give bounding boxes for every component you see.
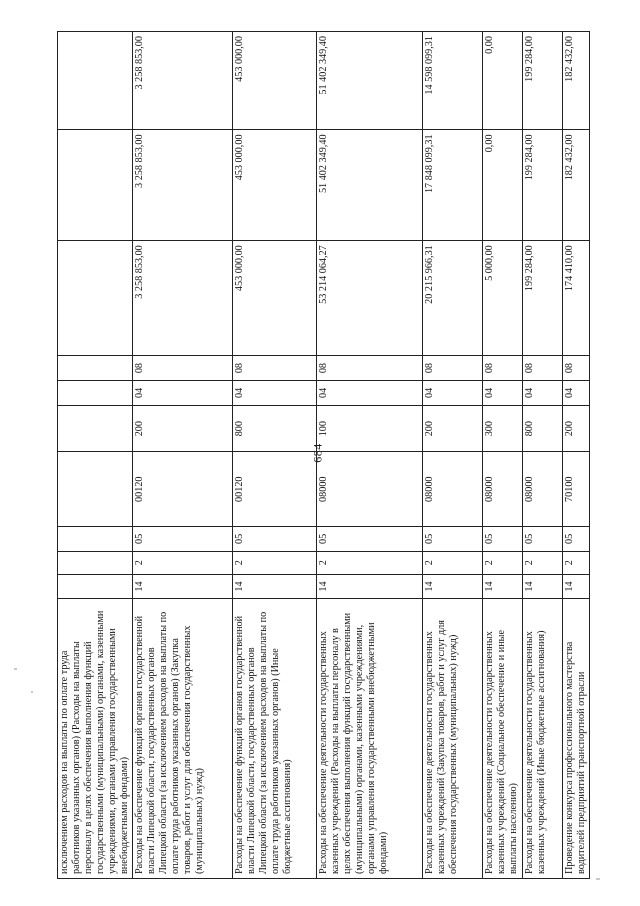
row-description: Расходы на обеспечение деятельности государственных казенных учреждений (Социальное обеспечение и иные выплаты населению): [483, 599, 523, 879]
code-subprogram: 05: [483, 526, 523, 551]
code-direction: 08000: [423, 452, 483, 527]
code-direction: 00120: [233, 452, 317, 527]
amount-year-2: 182 432,00: [563, 130, 590, 241]
code-section: 04: [233, 381, 317, 406]
code-program: 2: [423, 551, 483, 574]
amount-year-2: 0,00: [483, 130, 523, 241]
scan-speck: [31, 691, 33, 693]
amount-year-2: 17 848 099,31: [423, 130, 483, 241]
code-program: 2: [483, 551, 523, 574]
code-subsection: 08: [563, 356, 590, 381]
table-row: [423, 32, 483, 879]
amount-year-3: 51 402 349,40: [317, 32, 423, 130]
budget-table: [57, 31, 590, 879]
code-subprogram: 05: [317, 526, 423, 551]
code-expense-type: 800: [233, 405, 317, 452]
amount-year-3: 3 258 853,00: [133, 32, 233, 130]
scan-speck: [14, 668, 17, 670]
code-admin: [58, 574, 133, 599]
code-direction: [58, 452, 133, 527]
scan-speck: [596, 878, 600, 880]
code-expense-type: 200: [423, 405, 483, 452]
table-row: [58, 32, 133, 879]
code-expense-type: 200: [133, 405, 233, 452]
code-section: 04: [523, 381, 563, 406]
code-admin: 14: [233, 574, 317, 599]
code-direction: 08000: [317, 452, 423, 527]
table-row: [317, 32, 423, 879]
row-description: Расходы на обеспечение деятельности государственных казенных учреждений (Закупка товаров, работ и услуг для обеспечения государственных (муниципальных) нужд): [423, 599, 483, 879]
code-section: 04: [483, 381, 523, 406]
code-expense-type: [58, 405, 133, 452]
code-subprogram: 05: [233, 526, 317, 551]
code-admin: 14: [483, 574, 523, 599]
code-section: 04: [563, 381, 590, 406]
code-subprogram: 05: [423, 526, 483, 551]
code-subprogram: 05: [563, 526, 590, 551]
code-expense-type: 800: [523, 405, 563, 452]
code-subsection: 08: [483, 356, 523, 381]
code-subsection: 08: [423, 356, 483, 381]
amount-year-2: 3 258 853,00: [133, 130, 233, 241]
code-section: [58, 381, 133, 406]
amount-year-3: 14 598 099,31: [423, 32, 483, 130]
table-row: [483, 32, 523, 879]
row-description: Расходы на обеспечение деятельности государственных казенных учреждений (Расходы на выплаты персоналу в целях обеспечения выполнения функций государственными (муниципальными) органами, казенными учреждениями, органами управления государственными внебюджетными фондами): [317, 599, 423, 879]
row-description: Проведение конкурса профессионального мастерства водителей предприятий транспортной отрасли: [563, 599, 590, 879]
code-program: 2: [233, 551, 317, 574]
code-admin: 14: [523, 574, 563, 599]
row-description: исключением расходов на выплаты по оплате труда работников указанных органов) (Расходы на выплаты персоналу в целях обеспечения выполнения функций государственными (муниципальными) органами, казенными учреждениями, органами управления государственными внебюджетными фондами): [58, 599, 133, 879]
table-row: [233, 32, 317, 879]
code-section: 04: [423, 381, 483, 406]
code-admin: 14: [563, 574, 590, 599]
row-description: Расходы на обеспечение функций органов государственной власти Липецкой области, государственных органов Липецкой области (за исключением расходов на выплаты по оплате труда работников указанных органов) (Иные бюджетные ассигнования): [233, 599, 317, 879]
code-subsection: 08: [133, 356, 233, 381]
amount-year-1: 199 284,00: [523, 241, 563, 356]
amount-year-1: 53 214 064,27: [317, 241, 423, 356]
code-subprogram: 05: [133, 526, 233, 551]
code-program: [58, 551, 133, 574]
amount-year-3: 182 432,00: [563, 32, 590, 130]
row-description: Расходы на обеспечение деятельности государственных казенных учреждений (Иные бюджетные ассигнования): [523, 599, 563, 879]
code-subsection: 08: [233, 356, 317, 381]
amount-year-2: [58, 130, 133, 241]
code-expense-type: 100: [317, 405, 423, 452]
code-direction: 08000: [523, 452, 563, 527]
page-number: 684: [310, 443, 325, 463]
code-subsection: 08: [317, 356, 423, 381]
code-subsection: 08: [523, 356, 563, 381]
code-direction: 00120: [133, 452, 233, 527]
amount-year-1: 453 000,00: [233, 241, 317, 356]
code-direction: 70100: [563, 452, 590, 527]
amount-year-3: 453 000,00: [233, 32, 317, 130]
code-subprogram: 05: [523, 526, 563, 551]
amount-year-2: 199 284,00: [523, 130, 563, 241]
amount-year-3: 0,00: [483, 32, 523, 130]
code-admin: 14: [133, 574, 233, 599]
amount-year-1: 3 258 853,00: [133, 241, 233, 356]
amount-year-1: [58, 241, 133, 356]
table-row: [523, 32, 563, 879]
row-description: Расходы на обеспечение функций органов государственной власти Липецкой области, государственных органов Липецкой области (за исключением расходов на выплаты по оплате труда работников указанных органов) (Закупка товаров, работ и услуг для обеспечения государственных (муниципальных) нужд): [133, 599, 233, 879]
code-admin: 14: [423, 574, 483, 599]
code-section: 04: [133, 381, 233, 406]
amount-year-1: 174 410,00: [563, 241, 590, 356]
amount-year-2: 51 402 349,40: [317, 130, 423, 241]
code-program: 2: [317, 551, 423, 574]
table-row: [133, 32, 233, 879]
code-subsection: [58, 356, 133, 381]
code-admin: 14: [317, 574, 423, 599]
code-program: 2: [523, 551, 563, 574]
amount-year-1: 5 000,00: [483, 241, 523, 356]
rotated-table-container: [57, 31, 588, 879]
amount-year-3: 199 284,00: [523, 32, 563, 130]
code-program: 2: [133, 551, 233, 574]
amount-year-2: 453 000,00: [233, 130, 317, 241]
code-expense-type: 300: [483, 405, 523, 452]
code-direction: 08000: [483, 452, 523, 527]
table-row: [563, 32, 590, 879]
code-section: 04: [317, 381, 423, 406]
amount-year-1: 20 215 966,31: [423, 241, 483, 356]
code-program: 2: [563, 551, 590, 574]
amount-year-3: [58, 32, 133, 130]
code-subprogram: [58, 526, 133, 551]
code-expense-type: 200: [563, 405, 590, 452]
